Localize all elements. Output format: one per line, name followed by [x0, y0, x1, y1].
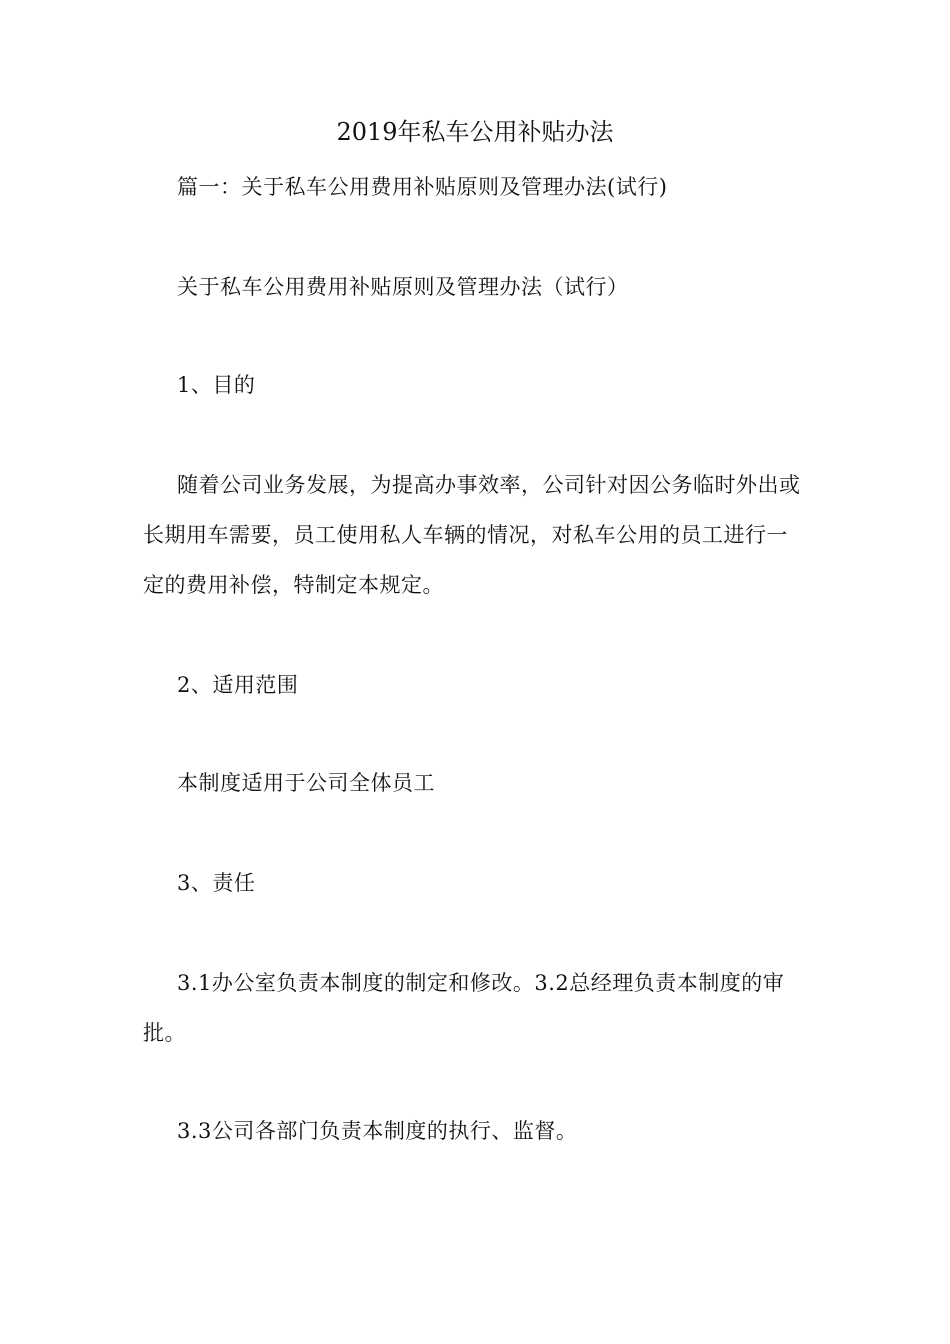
subtitle: 关于私车公用费用补贴原则及管理办法（试行） [177, 275, 629, 299]
heading-responsibility: 3、责任 [177, 871, 256, 895]
section-heading-part-one: 篇一：关于私车公用费用补贴原则及管理办法(试行) [177, 175, 668, 199]
document-title: 2019年私车公用补贴办法 [336, 118, 614, 146]
paragraph-scope: 本制度适用于公司全体员工 [177, 771, 435, 795]
heading-scope: 2、适用范围 [177, 673, 299, 697]
paragraph-responsibility-3-1-3-2: 3.1办公室负责本制度的制定和修改。3.2总经理负责本制度的审批。 [143, 971, 785, 1045]
paragraph-purpose: 随着公司业务发展，为提高办事效率，公司针对因公务临时外出或长期用车需要，员工使用私人车辆的情况，对私车公用的员工进行一定的费用补偿，特制定本规定。 [143, 473, 801, 597]
paragraph-responsibility-3-3: 3.3公司各部门负责本制度的执行、监督。 [177, 1119, 578, 1143]
heading-purpose: 1、目的 [177, 373, 256, 397]
